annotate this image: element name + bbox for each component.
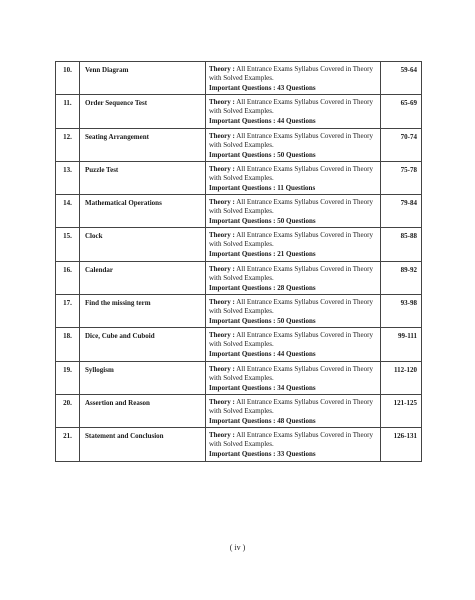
- theory-label: Theory :: [209, 331, 235, 340]
- important-questions: Important Questions : 34 Questions: [209, 383, 316, 392]
- chapter-title: Calendar: [80, 261, 206, 294]
- chapter-description: [206, 228, 381, 261]
- table-row: [56, 128, 422, 161]
- page-range: 121-125: [381, 394, 422, 427]
- chapter-title: Mathematical Operations: [80, 195, 206, 228]
- chapter-number: 12.: [56, 128, 80, 161]
- theory-label: Theory :: [209, 298, 235, 307]
- table-row: [56, 295, 422, 328]
- contents-table-body: [56, 62, 422, 462]
- theory-label: Theory :: [209, 98, 235, 107]
- page-range: 93-98: [381, 295, 422, 328]
- chapter-number: 14.: [56, 195, 80, 228]
- theory-label: Theory :: [209, 231, 235, 240]
- theory-text: All Entrance Exams Syllabus Covered in Theory with Solved Examples.: [209, 397, 373, 415]
- chapter-title: Assertion and Reason: [80, 394, 206, 427]
- chapter-description: [206, 161, 381, 194]
- chapter-number: 17.: [56, 295, 80, 328]
- chapter-description: [206, 295, 381, 328]
- page-number: ( iv ): [229, 543, 246, 552]
- chapter-title: Dice, Cube and Cuboid: [80, 328, 206, 361]
- page-range: 89-92: [381, 261, 422, 294]
- table-row: [56, 428, 422, 461]
- important-questions: Important Questions : 33 Questions: [209, 450, 316, 459]
- chapter-number: 20.: [56, 394, 80, 427]
- theory-label: Theory :: [209, 431, 235, 440]
- chapter-title: Syllogism: [80, 361, 206, 394]
- theory-text: All Entrance Exams Syllabus Covered in Theory with Solved Examples.: [209, 364, 373, 382]
- important-questions: Important Questions : 44 Questions: [209, 117, 316, 126]
- theory-label: Theory :: [209, 164, 235, 173]
- important-questions: Important Questions : 44 Questions: [209, 350, 316, 359]
- page-range: 75-78: [381, 161, 422, 194]
- important-questions: Important Questions : 50 Questions: [209, 217, 316, 226]
- page-range: 99-111: [381, 328, 422, 361]
- theory-text: All Entrance Exams Syllabus Covered in Theory with Solved Examples.: [209, 164, 373, 182]
- theory-text: All Entrance Exams Syllabus Covered in Theory with Solved Examples.: [209, 231, 373, 249]
- chapter-title: Clock: [80, 228, 206, 261]
- important-questions: Important Questions : 28 Questions: [209, 283, 316, 292]
- chapter-number: 18.: [56, 328, 80, 361]
- chapter-number: 19.: [56, 361, 80, 394]
- table-row: [56, 361, 422, 394]
- table-row: [56, 261, 422, 294]
- important-questions: Important Questions : 21 Questions: [209, 250, 316, 259]
- contents-table: [55, 61, 422, 462]
- chapter-title: Statement and Conclusion: [80, 428, 206, 461]
- important-questions: Important Questions : 50 Questions: [209, 317, 316, 326]
- chapter-title: Puzzle Test: [80, 161, 206, 194]
- important-questions: Important Questions : 50 Questions: [209, 150, 316, 159]
- chapter-number: 10.: [56, 62, 80, 95]
- chapter-number: 16.: [56, 261, 80, 294]
- chapter-description: [206, 428, 381, 461]
- theory-text: All Entrance Exams Syllabus Covered in Theory with Solved Examples.: [209, 131, 373, 149]
- chapter-title: Order Sequence Test: [80, 95, 206, 128]
- theory-text: All Entrance Exams Syllabus Covered in Theory with Solved Examples.: [209, 198, 373, 216]
- chapter-description: [206, 261, 381, 294]
- chapter-description: [206, 62, 381, 95]
- chapter-number: 13.: [56, 161, 80, 194]
- important-questions: Important Questions : 11 Questions: [209, 183, 316, 192]
- theory-text: All Entrance Exams Syllabus Covered in Theory with Solved Examples.: [209, 264, 373, 282]
- chapter-description: [206, 394, 381, 427]
- theory-label: Theory :: [209, 364, 235, 373]
- theory-text: All Entrance Exams Syllabus Covered in Theory with Solved Examples.: [209, 431, 373, 449]
- table-row: [56, 328, 422, 361]
- page-range: 59-64: [381, 62, 422, 95]
- theory-label: Theory :: [209, 264, 235, 273]
- chapter-description: [206, 95, 381, 128]
- important-questions: Important Questions : 48 Questions: [209, 416, 316, 425]
- page-range: 70-74: [381, 128, 422, 161]
- theory-label: Theory :: [209, 65, 235, 73]
- chapter-description: [206, 195, 381, 228]
- chapter-title: Seating Arrangement: [80, 128, 206, 161]
- table-row: [56, 161, 422, 194]
- chapter-description: [206, 128, 381, 161]
- table-row: [56, 95, 422, 128]
- theory-label: Theory :: [209, 397, 235, 406]
- page-range: 126-131: [381, 428, 422, 461]
- page-range: 65-69: [381, 95, 422, 128]
- theory-text: All Entrance Exams Syllabus Covered in Theory with Solved Examples.: [209, 98, 373, 116]
- chapter-number: 15.: [56, 228, 80, 261]
- page-range: 79-84: [381, 195, 422, 228]
- theory-label: Theory :: [209, 131, 235, 140]
- table-row: [56, 195, 422, 228]
- chapter-title: Venn Diagram: [80, 62, 206, 95]
- theory-label: Theory :: [209, 198, 235, 207]
- chapter-title: Find the missing term: [80, 295, 206, 328]
- important-questions: Important Questions : 43 Questions: [209, 84, 316, 92]
- chapter-description: [206, 328, 381, 361]
- chapter-number: 11.: [56, 95, 80, 128]
- page-range: 85-88: [381, 228, 422, 261]
- chapter-description: [206, 361, 381, 394]
- table-row: [56, 62, 422, 95]
- table-row: [56, 228, 422, 261]
- table-row: [56, 394, 422, 427]
- page-range: 112-120: [381, 361, 422, 394]
- theory-text: All Entrance Exams Syllabus Covered in Theory with Solved Examples.: [209, 331, 373, 349]
- theory-text: All Entrance Exams Syllabus Covered in Theory with Solved Examples.: [209, 65, 373, 82]
- theory-text: All Entrance Exams Syllabus Covered in Theory with Solved Examples.: [209, 298, 373, 316]
- chapter-number: 21.: [56, 428, 80, 461]
